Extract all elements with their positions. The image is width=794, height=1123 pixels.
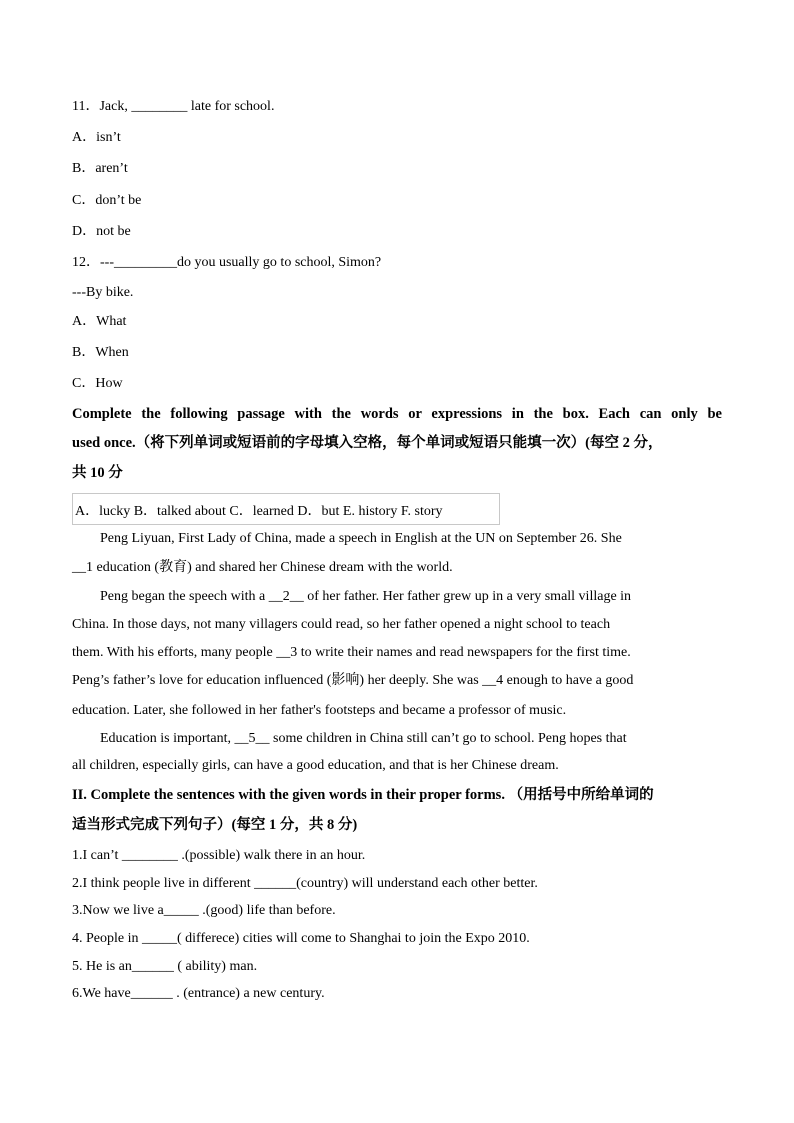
question-11-option-a: A．isn’t [72, 130, 121, 145]
section2-item-3: 3.Now we live a_____ .(good) life than before. [72, 903, 336, 918]
passage-line-1: Peng Liyuan, First Lady of China, made a speech in English at the UN on September 26. She [100, 531, 622, 546]
question-12-option-a: A．What [72, 314, 127, 329]
section2-item-1: 1.I can’t ________ .(possible) walk there in an hour. [72, 848, 366, 863]
passage-line-5: them. With his efforts, many people __3 to write their names and read newspapers for the first time. [72, 645, 631, 660]
question-11-stem: 11．Jack, ________ late for school. [72, 99, 275, 114]
section1-instruction-line3: 共 10 分 [72, 465, 123, 481]
question-11-option-c: C．don’t be [72, 193, 142, 208]
passage-line-7: education. Later, she followed in her father's footsteps and became a professor of music. [72, 703, 567, 718]
question-12-answer-line: ---By bike. [72, 285, 134, 300]
question-11-option-d: D．not be [72, 224, 131, 239]
section2-instruction-line1: II. Complete the sentences with the given words in their proper forms. （用括号中所给单词的 [72, 787, 654, 803]
section1-instruction-line1: Complete the following passage with the words or expressions in the box. Each can only be [72, 406, 722, 422]
word-bank-box [72, 493, 500, 525]
question-12-option-b: B．When [72, 345, 129, 360]
word-bank-text: A．lucky B．talked about C．learned D．but E. history F. story [75, 504, 443, 519]
passage-line-3: Peng began the speech with a __2__ of her father. Her father grew up in a very small village in [100, 589, 632, 604]
passage-line-2: __1 education (教育) and shared her Chinese dream with the world. [72, 560, 453, 575]
passage-line-6: Peng’s father’s love for education influenced (影响) her deeply. She was __4 enough to have a good [72, 673, 634, 688]
section2-instruction-line2: 适当形式完成下列句子）(每空 1 分，共 8 分) [72, 817, 358, 833]
passage-line-9: all children, especially girls, can have a good education, and that is her Chinese dream. [72, 758, 559, 773]
section2-item-2: 2.I think people live in different ______(country) will understand each other better. [72, 876, 538, 891]
passage-line-8: Education is important, __5__ some children in China still can’t go to school. Peng hopes that [100, 731, 627, 746]
section2-item-4: 4. People in _____( differece) cities will come to Shanghai to join the Expo 2010. [72, 931, 530, 946]
question-12-stem: 12．---_________do you usually go to school, Simon? [72, 255, 382, 270]
section1-instruction-line2: used once.（将下列单词或短语前的字母填入空格，每个单词或短语只能填一次）(每空 2 分， [72, 435, 663, 451]
section2-item-6: 6.We have______ . (entrance) a new century. [72, 986, 325, 1001]
question-12-option-c: C．How [72, 376, 123, 391]
question-11-option-b: B．aren’t [72, 161, 128, 176]
passage-line-4: China. In those days, not many villagers could read, so her father opened a night school to teach [72, 617, 611, 632]
section2-item-5: 5. He is an______ ( ability) man. [72, 959, 258, 974]
